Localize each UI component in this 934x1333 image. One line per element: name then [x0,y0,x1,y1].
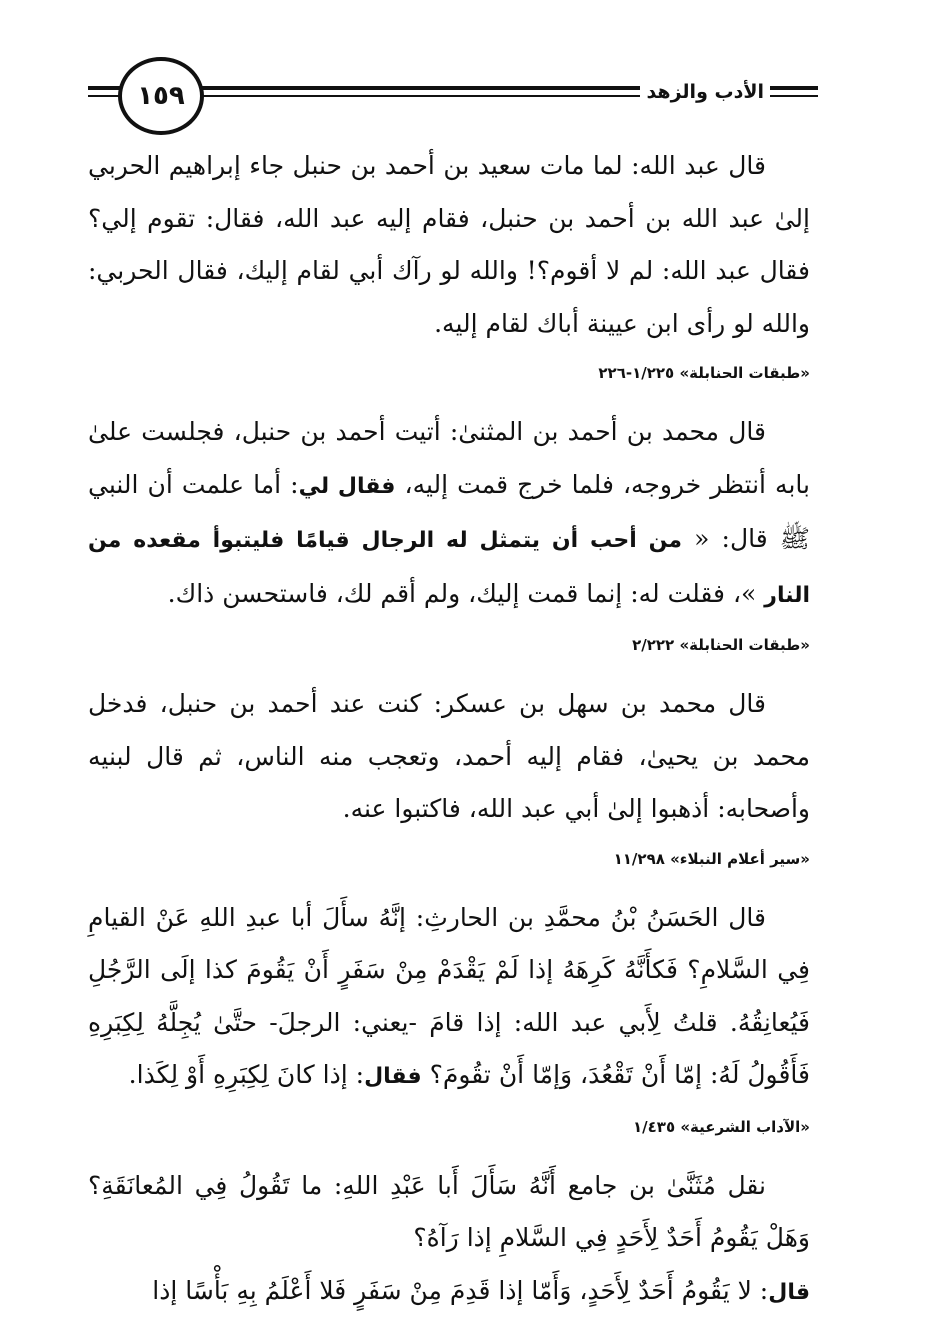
source-citation-1: «طبقات الحنابلة» ١/٢٢٥-٢٢٦ [598,364,810,382]
source-citation-2: «طبقات الحنابلة» ٢/٢٢٢ [632,636,810,654]
paragraph-1: قال عبد الله: لما مات سعيد بن أحمد بن حنبل جاء إبراهيم الحربي إلىٰ عبد الله بن أحمد بن حنبل، فقام إليه عبد الله، فقال: تقوم إلي؟ فقال عبد الله: لم لا أقوم؟! والله لو رآك أبي لقام إليك، فقال الحربي: والله لو رأى ابن عيينة أباك لقام إليه. [88,151,810,338]
paragraph-2-text-b: : أما علمت أن النبي ﷺ قال: « [88,469,810,553]
paragraph-3: قال محمد بن سهل بن عسكر: كنت عند أحمد بن حنبل، فدخل محمد بن يحيىٰ، فقام إليه أحمد، وتعجب منه الناس، ثم قال لبنيه وأصحابه: أذهبوا إلىٰ أبي عبد الله، فاكتبوا عنه. [88,689,810,823]
paragraph-2-text-a: قال محمد بن أحمد بن المثنىٰ: أتيت أحمد بن حنبل، فجلست علىٰ بابه أنتظر خروجه، فلما خرج قمت إليه، [88,417,810,499]
paragraph-4-bold-a: فقال [364,1064,422,1089]
paragraph-6-bold-a: قال [768,1279,810,1305]
paragraph-4-text-a: قال الحَسَنُ بْنُ محمَّدِ بن الحارثِ: إنَّهُ سأَلَ أبا عبدِ اللهِ عَنْ القيامِ فِي السَّلامِ؟ فَكأَنَّهُ كَرِهَهُ إذا لَمْ يَقْدَمْ مِنْ سَفَرٍ أَنْ يَقُومَ كذا إلَى الرَّجُلِ فَيُعانِقُهُ. قلتُ لِأَبي عبد الله: إذا قامَ -يعني: الرجلَ- حتَّىٰ يُجِلَّهُ لِكِبَرِهِ فَأَقُولُ لَهُ: إمّا أَنْ تَقْعُدَ، وَإمّا أَنْ تقُومَ؟ [88,902,810,1089]
paragraph-4 [88,892,810,1104]
paragraph-2-bold-a: فقال لي [298,473,396,499]
paragraph-2-text-c: »، فقلت له: إنما قمت إليك، ولم أقم لك، فاستحسن ذاك. [167,578,765,608]
paragraph-4-text-b: : إذا كانَ لِكِبَرِهِ أَوْ لِكَذا. [128,1060,365,1089]
page-number: ١٥٩ [118,57,204,135]
paragraph-6-text-a: : لا يَقُومُ أَحَدٌ لِأَحَدٍ، وَأَمّا إذا قَدِمَ مِنْ سَفَرٍ فَلا أَعْلَمُ بِهِ بَأْسًا إذا [152,1275,769,1305]
source-citation-4: «الآداب الشرعية» ١/٤٣٥ [633,1117,810,1136]
paragraph-2-hadith: من أحب أن يتمثل له الرجال قيامًا فليتبوأ مقعده من النار [88,528,810,608]
source-citation-3: «سير أعلام النبلاء» ١١/٢٩٨ [613,849,810,868]
paragraph-2 [88,406,810,622]
page-body [88,140,810,1319]
running-title: الأدب والزهد [640,81,770,103]
paragraph-5: نقل مُثَنَّىٰ بن جامع أَنَّهُ سَأَلَ أَبا عَبْدِ اللهِ: ما تَقُولُ فِي المُعانَقَةِ؟ وَهَلْ يَقُومُ أَحَدٌ لِأَحَدٍ فِي السَّلامِ إذا رَآهُ؟ [88,1170,810,1252]
paragraph-6 [88,1265,810,1320]
page-header [88,55,818,135]
